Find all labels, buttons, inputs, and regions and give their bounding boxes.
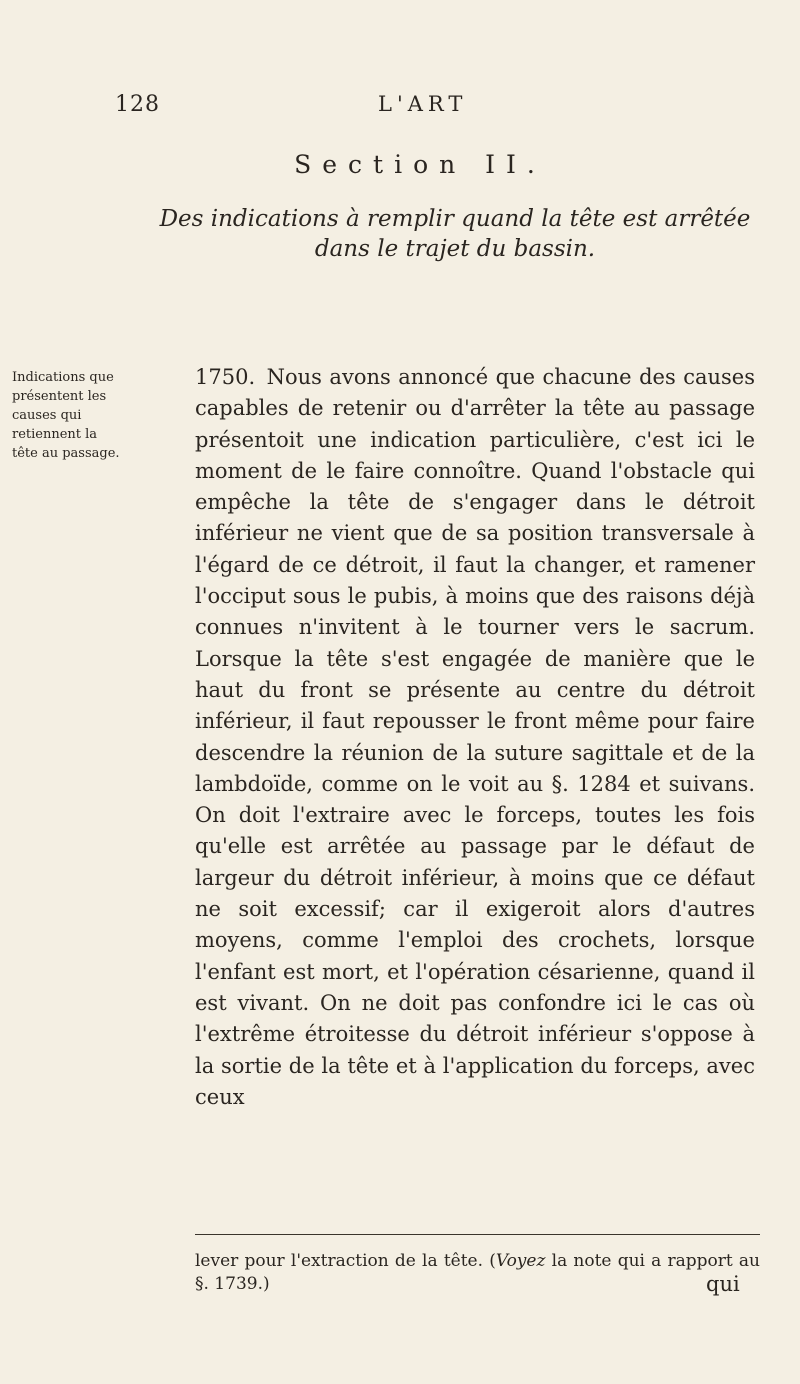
section-heading: Section II. — [294, 150, 546, 179]
running-title: L'ART — [378, 92, 468, 116]
body-paragraph — [195, 362, 755, 1113]
page-header — [115, 92, 760, 132]
margin-note: Indications que présentent les causes qui retiennent la tête au passage. — [12, 370, 120, 461]
footnote-text-end: la note qui a rapport au §. 1739.) — [195, 1251, 760, 1294]
footnote-italic: Voyez — [495, 1251, 546, 1271]
footnote — [195, 1250, 760, 1296]
paragraph-number: 1750. — [195, 365, 256, 389]
page-number: 128 — [115, 92, 160, 117]
section-subtitle: Des indications à remplir quand la tête est arrêtée dans le trajet du bassin. — [159, 206, 751, 262]
footnote-text-start: lever pour l'extraction de la tête. ( — [195, 1251, 496, 1271]
paragraph-text: Nous avons annoncé que chacune des causes capables de retenir ou d'arrêter la tête au passage présentoit une indication particulière, c'est ici le moment de le faire connoître. Quand l'obstacle qui empêche la tête de s'engager dans le détroit inférieur ne vient que de sa position transversale à l'égard de ce détroit, il faut la changer, et ramener l'occiput sous le pubis, à moins que des raisons déjà connues n'invitent à le tourner vers le sacrum. Lorsque la tête s'est engagée de manière que le haut du front se présente au centre du détroit inférieur, il faut repousser le front même pour faire descendre la réunion de la suture sagittale et de la lambdoïde, comme on le voit au §. 1284 et suivans. On doit l'extraire avec le forceps, toutes les fois qu'elle est arrêtée au passage par le défaut de largeur du détroit inférieur, à moins que ce défaut ne soit excessif; car il exigeroit alors d'autres moyens, comme l'emploi des crochets, lorsque l'enfant est mort, et l'opération césarienne, quand il est vivant. On ne doit pas confondre ici le cas où l'extrême étroitesse du détroit inférieur s'oppose à la sortie de la tête et à l'application du forceps, avec ceux — [195, 365, 755, 1109]
footnote-divider — [195, 1234, 760, 1235]
catchword: qui — [706, 1272, 740, 1296]
